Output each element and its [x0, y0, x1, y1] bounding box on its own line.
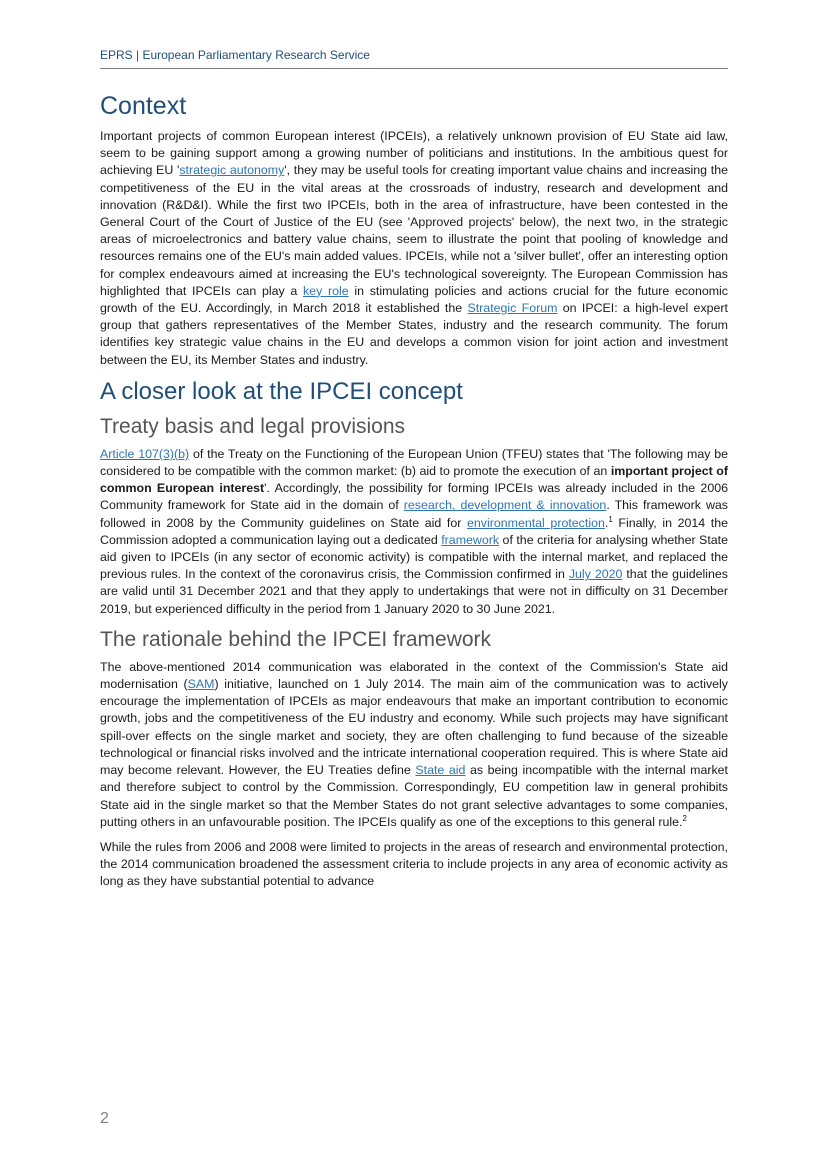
text-run: as being incompatible with the internal market and therefore subject to control by the Commission. Correspondingly, EU competition law in general prohibits State aid in the single market so that the Member States do not grant selective advantages to some companies, putting others in an unfavourable position. The IPCEIs qualify as one of the exceptions to this general rule.	[100, 763, 728, 829]
running-header	[100, 48, 728, 69]
page-number: 2	[100, 1110, 109, 1127]
state-aid-link[interactable]: State aid	[415, 763, 466, 778]
text-run: on IPCEI: a high-level expert group that gathers representatives of the Member States, industry and the research community. The forum identifies key strategic value chains in the EU and develops a common vision for joint action and investment between the EU, its Member States and industry.	[100, 301, 728, 367]
rationale-heading: The rationale behind the IPCEI framework	[100, 627, 492, 651]
key-role-link[interactable]: key role	[302, 283, 349, 298]
page-content	[100, 90, 728, 899]
text-run: that the guidelines are valid until 31 December 2021 and that they apply to undertakings that were not in difficulty on 31 December 2019, but experienced difficulty in the period from 1 January 2020 to 30 June 2021.	[100, 567, 728, 616]
text-run: . This framework was followed in 2008 by the Community guidelines on State aid for	[100, 498, 728, 530]
text-run: of the criteria for analysing whether State aid given to IPCEIs (in any sector of economic activity) is compatible with the internal market, and replaced the previous rules. In the context of the coronavirus crisis, the Commission confirmed in	[100, 532, 728, 582]
text-run: in stimulating policies and actions crucial for the future economic growth of the EU. Accordingly, in March 2018 it established the	[100, 283, 728, 316]
footnote-ref-2[interactable]: 2	[682, 813, 687, 823]
sam-link[interactable]: SAM	[187, 677, 215, 692]
text-run: Finally, in 2014 the Commission adopted a communication laying out a dedicated	[100, 515, 729, 547]
rationale-paragraph-2: While the rules from 2006 and 2008 were limited to projects in the areas of research and environmental protection, the 2014 communication broadened the assessment criteria to include projects in any area of economic activity as long as they have substantial potential to advance	[100, 839, 728, 889]
environmental-protection-link[interactable]: environmental protection	[466, 515, 605, 530]
text-run: ) initiative, launched on 1 July 2014. The main aim of the communication was to actively encourage the implementation of IPCEIs as major endeavours that make an important contribution to economic growth, jobs and the competitiveness of the EU industry and economy. While such projects may have significant spill-over effects on the single market and society, they are often challenging to fund because of the sizeable technological or financial risks involved and the intricate international cooperation required. This is where State aid may become relevant. However, the EU Treaties define	[100, 677, 728, 778]
text-run: The above-mentioned 2014 communication was elaborated in the context of the Commission's State aid modernisation (	[100, 659, 728, 692]
article-107-link[interactable]: Article 107(3)(b)	[100, 446, 190, 461]
ipcei-bold-term: important project of common European interest	[100, 464, 728, 496]
treaty-paragraph	[100, 446, 728, 618]
text-run: '. Accordingly, the possibility for forming IPCEIs was already included in the 2006 Community framework for State aid in the domain of	[100, 481, 728, 513]
context-paragraph	[100, 128, 728, 369]
context-heading: Context	[100, 92, 187, 120]
treaty-basis-heading: Treaty basis and legal provisions	[100, 414, 406, 438]
framework-link[interactable]: framework	[441, 532, 500, 547]
rdi-link[interactable]: research, development & innovation	[403, 498, 607, 513]
july-2020-link[interactable]: July 2020	[568, 567, 623, 582]
closer-look-heading: A closer look at the IPCEI concept	[100, 377, 463, 405]
strategic-forum-link[interactable]: Strategic Forum	[467, 301, 558, 316]
text-run: .	[604, 515, 609, 530]
strategic-autonomy-link[interactable]: strategic autonomy	[179, 163, 285, 178]
text-run: Important projects of common European interest (IPCEIs), a relatively unknown provision of EU State aid law, seem to be gaining support among a growing number of politicians and institutions. In the ambitious quest for achieving EU '	[100, 129, 728, 178]
footnote-ref-1[interactable]: 1	[608, 514, 613, 524]
rationale-paragraph-1	[100, 659, 728, 831]
text-run: ', they may be useful tools for creating important value chains and increasing the competitiveness of the EU in the vital areas at the crossroads of industry, research and development and innovation (R&D&I). While the first two IPCEIs, both in the area of infrastructure, have been contested in the General Court of the Court of Justice of the EU (see 'Approved projects' below), the next two, in the strategic areas of microelectronics and battery value chains, seem to illustrate the point that pooling of knowledge and resources remains one of the EU's main added values. IPCEIs, while not a 'silver bullet', offer an interesting option for complex endeavours aimed at increasing the EU's technological sovereignty. The European Commission has highlighted that IPCEIs can play a	[100, 163, 728, 298]
text-run: of the Treaty on the Functioning of the European Union (TFEU) states that 'The following may be considered to be compatible with the common market: (b) aid to promote the execution of an	[100, 446, 728, 479]
header-title: EPRS | European Parliamentary Research Service	[100, 48, 370, 62]
